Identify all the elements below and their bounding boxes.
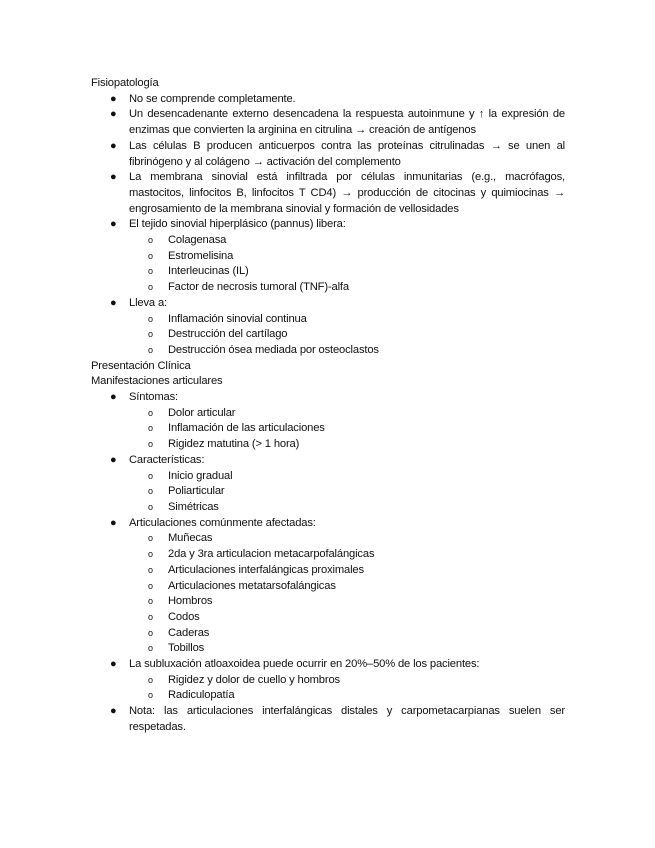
sub-list-item (129, 673, 565, 689)
bullet-icon: ● (110, 658, 117, 671)
bullet-icon: ● (110, 296, 117, 309)
sub-list-item (129, 312, 565, 328)
list-item (91, 139, 565, 170)
sub-list-item (129, 437, 565, 453)
bullet-icon: ● (110, 391, 117, 404)
circle-bullet-icon: o (148, 313, 153, 324)
sub-list (129, 312, 565, 359)
circle-bullet-icon: o (148, 235, 153, 246)
sub-list-item (129, 594, 565, 610)
sub-list (129, 531, 565, 657)
list-item-text: Nota: las articulaciones interfalángicas distales y carpometacarpianas suelen ser respetadas. (129, 705, 565, 733)
list-item (91, 92, 565, 108)
circle-bullet-icon: o (148, 533, 153, 544)
sub-list-item-text: Hombros (168, 595, 213, 608)
sub-list-item (129, 641, 565, 657)
list-item-text: Síntomas: (129, 391, 179, 404)
sub-list (129, 406, 565, 453)
sub-list (129, 673, 565, 704)
circle-bullet-icon: o (148, 501, 153, 512)
circle-bullet-icon: o (148, 439, 153, 450)
sub-list-item (129, 280, 565, 296)
sub-list-item-text: Inicio gradual (168, 469, 233, 482)
list-item-text: Lleva a: (129, 296, 167, 309)
circle-bullet-icon: o (148, 423, 153, 434)
sub-list-item-text: Articulaciones metatarsofalángicas (168, 579, 336, 592)
sub-list-item (129, 688, 565, 704)
sub-list-item-text: Poliarticular (168, 485, 225, 498)
bullet-icon: ● (110, 171, 117, 184)
circle-bullet-icon: o (148, 627, 153, 638)
circle-bullet-icon: o (148, 674, 153, 685)
sub-list (129, 469, 565, 516)
sub-list-item-text: Simétricas (168, 500, 219, 513)
list-item (91, 704, 565, 735)
sub-list-item-text: Caderas (168, 626, 210, 639)
sub-list-item-text: Radiculopatía (168, 689, 235, 702)
subsection-heading-manifestaciones: Manifestaciones articulares (91, 375, 223, 388)
section-heading-fisiopatologia: Fisiopatología (91, 77, 159, 89)
sub-list-item-text: Articulaciones interfalángicas proximales (168, 563, 364, 576)
document-content (91, 76, 565, 736)
sub-list-item (129, 484, 565, 500)
sub-list-item-text: Tobillos (168, 642, 205, 655)
sub-list-item-text: Codos (168, 610, 200, 623)
circle-bullet-icon: o (148, 470, 153, 481)
sub-list-item-text: Interleucinas (IL) (168, 265, 249, 278)
circle-bullet-icon: o (148, 486, 153, 497)
circle-bullet-icon: o (148, 564, 153, 575)
bullet-icon: ● (110, 92, 117, 105)
circle-bullet-icon: o (148, 643, 153, 654)
sub-list-item-text: Inflamación de las articulaciones (168, 422, 325, 435)
sub-list-item (129, 579, 565, 595)
list-item-text: Un desencadenante externo desencadena la respuesta autoinmune y ↑ la expresión de enzimas que convierten la arginina en citrulina → creación de antígenos (129, 108, 565, 137)
circle-bullet-icon: o (148, 282, 153, 293)
sub-list-item-text: Inflamación sinovial continua (168, 312, 307, 325)
circle-bullet-icon: o (148, 407, 153, 418)
bullet-icon: ● (110, 218, 117, 231)
list-item (91, 453, 565, 516)
circle-bullet-icon: o (148, 549, 153, 560)
bullet-list (91, 92, 565, 359)
list-item-text: Articulaciones comúnmente afectadas: (129, 516, 316, 529)
list-item (91, 170, 565, 217)
sub-list-item-text: Colagenasa (168, 234, 227, 247)
list-item-text: No se comprende completamente. (129, 92, 296, 105)
sub-list-item-text: Destrucción ósea mediada por osteoclastos (168, 343, 379, 356)
circle-bullet-icon: o (148, 266, 153, 277)
circle-bullet-icon: o (148, 250, 153, 261)
circle-bullet-icon: o (148, 344, 153, 355)
sub-list-item-text: Estromelisina (168, 249, 234, 262)
sub-list-item (129, 626, 565, 642)
circle-bullet-icon: o (148, 596, 153, 607)
sub-list-item-text: Rigidez y dolor de cuello y hombros (168, 673, 340, 686)
sub-list-item (129, 264, 565, 280)
bullet-icon: ● (110, 705, 117, 718)
sub-list-item (129, 500, 565, 516)
list-item (91, 390, 565, 453)
list-item-text: La membrana sinovial está infiltrada por células inmunitarias (e.g., macrófagos, mastocitos, linfocitos B, linfocitos T CD4) → producción de citocinas y quimiocinas → engrosamiento de la membrana sinovial y formación de vellosidades (129, 171, 565, 215)
sub-list (129, 233, 565, 296)
circle-bullet-icon: o (148, 611, 153, 622)
sub-list-item (129, 547, 565, 563)
bullet-icon: ● (110, 453, 117, 466)
list-item (91, 217, 565, 296)
circle-bullet-icon: o (148, 329, 153, 340)
list-item (91, 296, 565, 359)
sub-list-item (129, 563, 565, 579)
list-item (91, 107, 565, 138)
list-item (91, 516, 565, 657)
bullet-list (91, 390, 565, 735)
list-item-text: El tejido sinovial hiperplásico (pannus) libera: (129, 218, 346, 231)
list-item-text: Las células B producen anticuerpos contra las proteínas citrulinadas → se unen al fibrinógeno y al colágeno → activación del complemento (129, 139, 565, 168)
sub-list-item (129, 327, 565, 343)
sub-list-item (129, 421, 565, 437)
list-item-text: Características: (129, 453, 205, 466)
sub-list-item-text: 2da y 3ra articulacion metacarpofalángicas (168, 548, 375, 561)
list-item (91, 657, 565, 704)
sub-list-item (129, 233, 565, 249)
list-item-text: La subluxación atloaxoidea puede ocurrir en 20%–50% de los pacientes: (129, 658, 480, 671)
sub-list-item-text: Dolor articular (168, 406, 236, 419)
sub-list-item (129, 343, 565, 359)
circle-bullet-icon: o (148, 690, 153, 701)
sub-list-item (129, 610, 565, 626)
sub-list-item (129, 249, 565, 265)
sub-list-item (129, 406, 565, 422)
sub-list-item-text: Muñecas (168, 532, 213, 545)
bullet-icon: ● (110, 516, 117, 529)
bullet-icon: ● (110, 139, 117, 152)
sub-list-item-text: Rigidez matutina (> 1 hora) (168, 438, 300, 451)
sub-list-item-text: Factor de necrosis tumoral (TNF)-alfa (168, 281, 349, 294)
circle-bullet-icon: o (148, 580, 153, 591)
sub-list-item (129, 469, 565, 485)
sub-list-item-text: Destrucción del cartílago (168, 328, 288, 341)
sub-list-item (129, 531, 565, 547)
section-heading-presentacion-clinica: Presentación Clínica (91, 359, 191, 372)
bullet-icon: ● (110, 108, 117, 121)
